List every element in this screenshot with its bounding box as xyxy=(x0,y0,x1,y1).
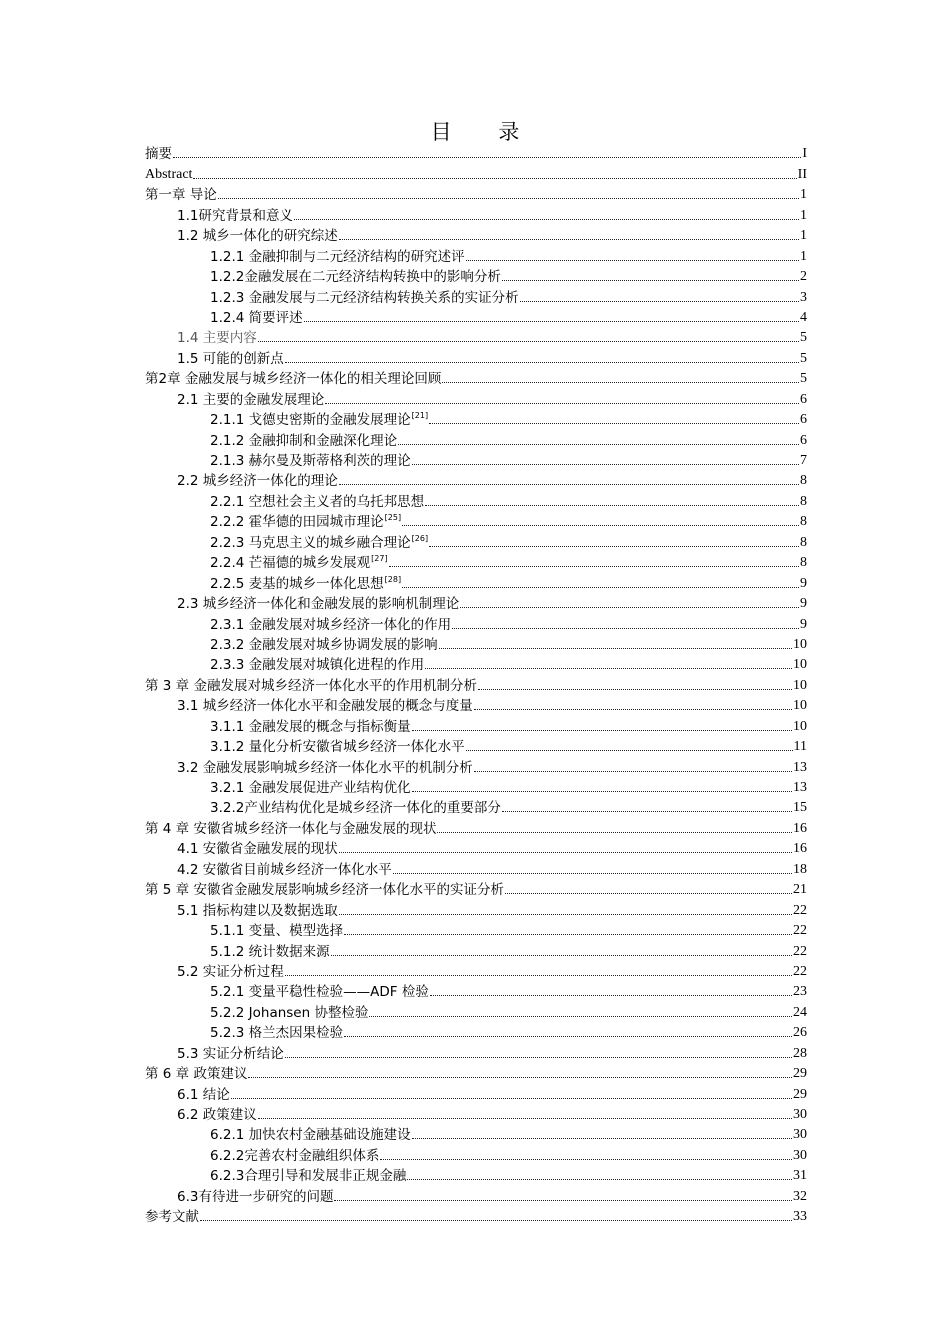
dot-leader xyxy=(380,1159,792,1160)
toc-entry[interactable] xyxy=(145,755,807,775)
toc-entry-title xyxy=(177,862,392,878)
toc-entry[interactable] xyxy=(145,714,807,734)
dot-leader xyxy=(412,464,799,465)
toc-page-number: 28 xyxy=(793,1045,807,1061)
toc-entry-title xyxy=(210,923,343,939)
toc-page-number: 22 xyxy=(793,943,807,959)
toc-entry[interactable] xyxy=(145,162,807,182)
toc-entry[interactable] xyxy=(145,816,807,836)
toc-page-number: 8 xyxy=(800,473,807,489)
toc-entry-title xyxy=(177,1046,284,1062)
dot-leader xyxy=(325,403,799,404)
toc-entry[interactable] xyxy=(145,510,807,530)
toc-entry-title xyxy=(210,637,438,653)
toc-entry[interactable] xyxy=(145,428,807,448)
toc-entry-label: 2.3.1 金融发展对城乡经济一体化的作用 xyxy=(210,616,452,633)
dot-leader xyxy=(460,607,799,608)
toc-entry-title xyxy=(145,167,192,183)
toc-page-number: 30 xyxy=(793,1127,807,1143)
toc-entry-label: 5.2.1 变量平稳性检验——ADF 检验 xyxy=(210,984,429,1001)
toc-entry-label: 2.2.5 麦基的城乡一体化思想 xyxy=(210,575,384,592)
toc-entry-label: 6.2.2完善农村金融组织体系 xyxy=(210,1147,380,1164)
toc-entry-title xyxy=(177,698,473,714)
toc-entry-label: 第 6 章 政策建议 xyxy=(145,1066,248,1083)
toc-entry-label: 第 4 章 安徽省城乡经济一体化与金融发展的现状 xyxy=(145,820,437,837)
toc-entry-label: 3.2.2产业结构优化是城乡经济一体化的重要部分 xyxy=(210,800,501,817)
dot-leader xyxy=(218,198,799,199)
toc-entry-title xyxy=(210,269,501,285)
toc-entry-title xyxy=(145,821,436,837)
toc-page-number: 4 xyxy=(800,309,807,325)
toc-entry-label: 第 3 章 金融发展对城乡经济一体化水平的作用机制分析 xyxy=(145,677,477,694)
toc-page-number: 29 xyxy=(793,1086,807,1102)
toc-page-number: 32 xyxy=(793,1188,807,1204)
toc-entry[interactable] xyxy=(145,1184,807,1204)
toc-entry[interactable] xyxy=(145,183,807,203)
toc-entry-title xyxy=(210,551,388,571)
toc-entry[interactable] xyxy=(145,265,807,285)
toc-page-number: 9 xyxy=(800,596,807,612)
toc-entry-title xyxy=(177,392,324,408)
toc-page-number: 22 xyxy=(793,963,807,979)
dot-leader xyxy=(393,873,792,874)
dot-leader xyxy=(474,709,792,710)
toc-entry[interactable] xyxy=(145,796,807,816)
toc-entry[interactable] xyxy=(145,1082,807,1102)
toc-entry-label: 3.1.2 量化分析安徽省城乡经济一体化水平 xyxy=(210,739,465,756)
toc-entry-title xyxy=(145,882,504,898)
toc-entry-label: 5.2 实证分析过程 xyxy=(177,963,284,980)
toc-entry-title xyxy=(210,290,519,306)
dot-leader xyxy=(285,975,792,976)
toc-entry-title xyxy=(210,1168,406,1184)
toc-page-number: 22 xyxy=(793,923,807,939)
toc-entry-label: 1.2.4 简要评述 xyxy=(210,309,303,326)
toc-page-number: 10 xyxy=(793,657,807,673)
dot-leader xyxy=(398,444,799,445)
toc-page-number: 18 xyxy=(793,861,807,877)
toc-entry-label: 2.1.1 戈德史密斯的金融发展理论 xyxy=(210,412,411,429)
toc-entry-title xyxy=(177,1087,230,1103)
toc-entry-label: 1.4 主要内容 xyxy=(177,330,257,347)
toc-entry[interactable] xyxy=(145,653,807,673)
dot-leader xyxy=(258,341,799,342)
dot-leader xyxy=(478,689,792,690)
dot-leader xyxy=(389,566,799,567)
toc-entry[interactable] xyxy=(145,898,807,918)
toc-page-number: 1 xyxy=(800,187,807,203)
toc-entry[interactable] xyxy=(145,1143,807,1163)
dot-leader xyxy=(412,1138,792,1139)
toc-entry-title xyxy=(210,984,429,1000)
toc-entry[interactable] xyxy=(145,1062,807,1082)
toc-entry-label: 3.1 城乡经济一体化水平和金融发展的概念与度量 xyxy=(177,698,473,715)
toc-entry-title xyxy=(145,146,172,162)
toc-entry-label: Abstract xyxy=(145,166,193,182)
toc-entry-title xyxy=(210,408,428,428)
citation-marker: [28] xyxy=(384,574,402,584)
toc-entry-label: 摘要 xyxy=(145,146,172,163)
dot-leader xyxy=(407,1179,792,1180)
toc-page-number: 8 xyxy=(800,514,807,530)
toc-entry[interactable] xyxy=(145,1000,807,1020)
toc-page-number: 2 xyxy=(800,269,807,285)
toc-entry-label: 3.1.1 金融发展的概念与指标衡量 xyxy=(210,718,411,735)
toc-entry-title xyxy=(177,228,338,244)
toc-entry-title xyxy=(210,1005,368,1021)
toc-entry-title xyxy=(210,1148,379,1164)
dot-leader xyxy=(466,260,799,261)
dot-leader xyxy=(294,219,799,220)
toc-entry-title xyxy=(210,1127,411,1143)
toc-entry-title xyxy=(210,531,428,551)
dot-leader xyxy=(402,525,799,526)
toc-entry-label: 2.2.1 空想社会主义者的乌托邦思想 xyxy=(210,493,425,510)
toc-page-number: 31 xyxy=(793,1168,807,1184)
toc-entry-title xyxy=(177,903,338,919)
dot-leader xyxy=(193,178,796,179)
toc-page-number: 26 xyxy=(793,1025,807,1041)
toc-entry[interactable] xyxy=(145,469,807,489)
toc-entry[interactable] xyxy=(145,387,807,407)
dot-leader xyxy=(402,587,799,588)
dot-leader xyxy=(339,484,799,485)
toc-entry-label: 3.2.1 金融发展促进产业结构优化 xyxy=(210,780,411,796)
dot-leader xyxy=(520,301,799,302)
toc-entry-label: 6.3有待进一步研究的问题 xyxy=(177,1188,334,1205)
toc-entry-label: 6.2.3合理引导和发展非正规金融 xyxy=(210,1168,407,1185)
toc-entry-label: 第一章 导论 xyxy=(145,187,217,204)
toc-entry-label: 2.2 城乡经济一体化的理论 xyxy=(177,473,338,490)
toc-entry-title xyxy=(177,473,338,489)
toc-page-number: 8 xyxy=(800,555,807,571)
page-title: 目 录 xyxy=(430,120,540,144)
toc-page-number: 13 xyxy=(793,780,807,795)
dot-leader xyxy=(437,832,792,833)
toc-entry-label: 2.2.2 霍华德的田园城市理论 xyxy=(210,514,384,531)
toc-entry-title xyxy=(210,249,465,265)
toc-page-number: 10 xyxy=(793,636,807,652)
toc-entry-title xyxy=(210,719,411,735)
toc-entry[interactable] xyxy=(145,551,807,571)
dot-leader xyxy=(344,1036,792,1037)
toc-entry-title xyxy=(210,1025,343,1041)
toc-entry-label: 1.2.1 金融抑制与二元经济结构的研究述评 xyxy=(210,248,465,265)
toc-entry-title xyxy=(177,841,338,857)
toc-page-number: II xyxy=(797,166,807,182)
toc-page-number: 23 xyxy=(793,984,807,1000)
toc-page-number: 30 xyxy=(793,1147,807,1163)
toc-entry-label: 2.1 主要的金融发展理论 xyxy=(177,391,325,408)
toc-entry-label: 6.1 结论 xyxy=(177,1086,230,1103)
citation-marker: [21] xyxy=(411,411,429,421)
toc-page-number: 16 xyxy=(793,820,807,836)
dot-leader xyxy=(331,955,792,956)
toc-entry[interactable] xyxy=(145,1164,807,1184)
dot-leader xyxy=(304,321,799,322)
toc-entry-title xyxy=(210,944,330,960)
toc-entry-label: 4.1 安徽省金融发展的现状 xyxy=(177,841,338,858)
toc-entry[interactable] xyxy=(145,142,807,162)
toc-entry-title xyxy=(210,510,401,530)
toc-entry-title xyxy=(210,780,411,796)
toc-entry-label: 6.2.1 加快农村金融基础设施建设 xyxy=(210,1127,411,1144)
toc-entry-label: 2.3.2 金融发展对城乡协调发展的影响 xyxy=(210,636,438,653)
toc-entry-title xyxy=(210,800,501,816)
toc-entry-title xyxy=(210,739,465,755)
dot-leader xyxy=(369,1016,792,1017)
dot-leader xyxy=(339,239,799,240)
toc-entry-label: 5.2.3 格兰杰因果检验 xyxy=(210,1025,344,1042)
toc-entry-title xyxy=(177,1107,257,1123)
toc-entry[interactable] xyxy=(145,980,807,1000)
dot-leader xyxy=(430,995,792,996)
citation-marker: [25] xyxy=(384,513,402,523)
toc-page-number: 30 xyxy=(793,1107,807,1122)
dot-leader xyxy=(452,628,799,629)
toc-entry-title xyxy=(177,1189,333,1205)
dot-leader xyxy=(429,546,799,547)
dot-leader xyxy=(339,914,792,915)
dot-leader xyxy=(258,1118,792,1119)
toc-entry[interactable] xyxy=(145,306,807,326)
toc-entry-label: 5.2.2 Johansen 协整检验 xyxy=(210,1004,369,1021)
toc-entry-title xyxy=(145,187,217,203)
toc-entry[interactable] xyxy=(145,878,807,898)
dot-leader xyxy=(344,934,792,935)
toc-entry[interactable] xyxy=(145,489,807,509)
toc-entry-label: 2.3 城乡经济一体化和金融发展的影响机制理论 xyxy=(177,596,460,613)
toc-entry-label: 4.2 安徽省目前城乡经济一体化水平 xyxy=(177,861,392,878)
toc-entry[interactable] xyxy=(145,326,807,346)
dot-leader xyxy=(412,730,792,731)
toc-page-number: 8 xyxy=(800,534,807,550)
toc-page-number: 10 xyxy=(793,718,807,734)
dot-leader xyxy=(200,1220,792,1221)
toc-entry-label: 1.1研究背景和意义 xyxy=(177,207,293,224)
toc-entry[interactable] xyxy=(145,449,807,469)
toc-page-number: 29 xyxy=(793,1066,807,1082)
toc-entry-label: 2.3.3 金融发展对城镇化进程的作用 xyxy=(210,657,425,674)
toc-entry-title xyxy=(145,371,441,387)
toc-page-number: 10 xyxy=(793,698,807,714)
toc-entry[interactable] xyxy=(145,857,807,877)
toc-entry-label: 第 5 章 安徽省金融发展影响城乡经济一体化水平的实证分析 xyxy=(145,882,504,899)
dot-leader xyxy=(439,648,792,649)
toc-entry-label: 5.1.2 统计数据来源 xyxy=(210,943,330,960)
toc-entry-title xyxy=(145,1209,199,1225)
toc-entry[interactable] xyxy=(145,960,807,980)
toc-entry-title xyxy=(145,1066,247,1082)
dot-leader xyxy=(248,1077,792,1078)
toc-page-number: 9 xyxy=(800,575,807,591)
toc-page-number: 8 xyxy=(800,493,807,509)
toc-entry-label: 1.2 城乡一体化的研究综述 xyxy=(177,228,338,245)
toc-page-number: 13 xyxy=(793,759,807,775)
toc-entry[interactable] xyxy=(145,592,807,612)
toc-entry-label: 1.2.3 金融发展与二元经济结构转换关系的实证分析 xyxy=(210,289,519,306)
citation-marker: [26] xyxy=(411,533,429,543)
toc-entry-label: 第2章 金融发展与城乡经济一体化的相关理论回顾 xyxy=(145,371,442,388)
toc-entry-title xyxy=(210,657,424,673)
dot-leader xyxy=(505,893,792,894)
toc-entry-label: 3.2 金融发展影响城乡经济一体化水平的机制分析 xyxy=(177,759,473,776)
dot-leader xyxy=(425,505,799,506)
toc-entry-title xyxy=(210,310,303,326)
toc-entry[interactable] xyxy=(145,1041,807,1061)
toc-entry-label: 5.1 指标构建以及数据选取 xyxy=(177,902,338,919)
toc-page-number: 6 xyxy=(800,432,807,448)
toc-page-number: 1 xyxy=(800,228,807,244)
toc-page-number: I xyxy=(802,146,807,162)
toc-entry-title xyxy=(145,678,477,694)
dot-leader xyxy=(231,1098,792,1099)
dot-leader xyxy=(173,157,801,158)
dot-leader xyxy=(466,750,793,751)
dot-leader xyxy=(285,362,799,363)
citation-marker: [27] xyxy=(371,554,388,564)
toc-entry-label: 1.5 可能的创新点 xyxy=(177,350,284,367)
dot-leader xyxy=(425,668,792,669)
toc-entry[interactable] xyxy=(145,571,807,591)
toc-entry-label: 5.3 实证分析结论 xyxy=(177,1045,284,1062)
toc-entry-label: 参考文献 xyxy=(145,1209,199,1226)
dot-leader xyxy=(339,852,792,853)
toc-entry-label: 6.2 政策建议 xyxy=(177,1107,257,1123)
toc-page-number: 9 xyxy=(800,616,807,632)
toc-page-number: 6 xyxy=(800,391,807,407)
toc-entry-title xyxy=(210,494,424,510)
toc-entry[interactable] xyxy=(145,1021,807,1041)
toc-page-number: 1 xyxy=(800,207,807,223)
toc-entry-title xyxy=(210,572,401,592)
toc-entry[interactable] xyxy=(145,633,807,653)
toc-entry-label: 2.2.3 马克思主义的城乡融合理论 xyxy=(210,534,411,551)
toc-entry-label: 2.1.2 金融抑制和金融深化理论 xyxy=(210,432,398,449)
toc-page-number: 6 xyxy=(800,412,807,428)
toc-entry[interactable] xyxy=(145,919,807,939)
toc-entry-title xyxy=(210,433,397,449)
dot-leader xyxy=(412,791,792,792)
toc-entry[interactable] xyxy=(145,694,807,714)
toc-entry[interactable] xyxy=(145,1123,807,1143)
toc-entry-label: 1.2.2金融发展在二元经济结构转换中的影响分析 xyxy=(210,269,501,286)
toc-entry-title xyxy=(210,453,411,469)
toc-entry-label: 2.2.4 芒福德的城乡发展观 xyxy=(210,555,371,572)
toc-page-number: 5 xyxy=(800,371,807,387)
toc-entry[interactable] xyxy=(145,244,807,264)
toc-entry-label: 5.1.1 变量、模型选择 xyxy=(210,923,344,940)
toc-entry[interactable] xyxy=(145,837,807,857)
toc-page-number: 3 xyxy=(800,289,807,305)
toc-page-number: 1 xyxy=(800,248,807,264)
dot-leader xyxy=(334,1200,792,1201)
toc-entry[interactable] xyxy=(145,224,807,244)
toc-entry[interactable] xyxy=(145,285,807,305)
toc-page-number: 33 xyxy=(793,1209,807,1225)
toc-entry[interactable] xyxy=(145,735,807,755)
toc-page-number: 24 xyxy=(793,1004,807,1020)
toc-page-number: 10 xyxy=(793,677,807,693)
toc-page-number: 22 xyxy=(793,902,807,918)
toc-entry[interactable] xyxy=(145,1205,807,1225)
toc-entry[interactable] xyxy=(145,346,807,366)
toc-entry[interactable] xyxy=(145,939,807,959)
toc-entry[interactable] xyxy=(145,367,807,387)
toc-page-number: 7 xyxy=(800,453,807,468)
toc-entry-title xyxy=(177,351,284,367)
dot-leader xyxy=(442,382,799,383)
toc-page-number: 11 xyxy=(793,739,807,755)
toc-page-number: 5 xyxy=(800,350,807,366)
toc-entry[interactable] xyxy=(145,203,807,223)
dot-leader xyxy=(502,280,799,281)
dot-leader xyxy=(502,811,792,812)
toc-entry-title xyxy=(177,760,473,776)
toc-entry[interactable] xyxy=(145,612,807,632)
toc-page-number: 15 xyxy=(793,800,807,816)
toc-entry[interactable] xyxy=(145,530,807,550)
toc-entry-title xyxy=(177,330,257,346)
table-of-contents xyxy=(145,142,807,1225)
toc-entry[interactable] xyxy=(145,673,807,693)
toc-page-number: 21 xyxy=(793,882,807,898)
toc-entry[interactable] xyxy=(145,408,807,428)
dot-leader xyxy=(285,1057,792,1058)
toc-page-number: 16 xyxy=(793,841,807,857)
toc-entry[interactable] xyxy=(145,1103,807,1123)
toc-entry-title xyxy=(177,964,284,980)
toc-entry[interactable] xyxy=(145,776,807,796)
toc-entry-label: 2.1.3 赫尔曼及斯蒂格利茨的理论 xyxy=(210,453,411,469)
toc-entry-title xyxy=(210,617,451,633)
toc-entry-title xyxy=(177,596,459,612)
toc-page-number: 5 xyxy=(800,330,807,346)
toc-entry-title xyxy=(177,208,293,224)
dot-leader xyxy=(474,771,792,772)
dot-leader xyxy=(429,423,799,424)
